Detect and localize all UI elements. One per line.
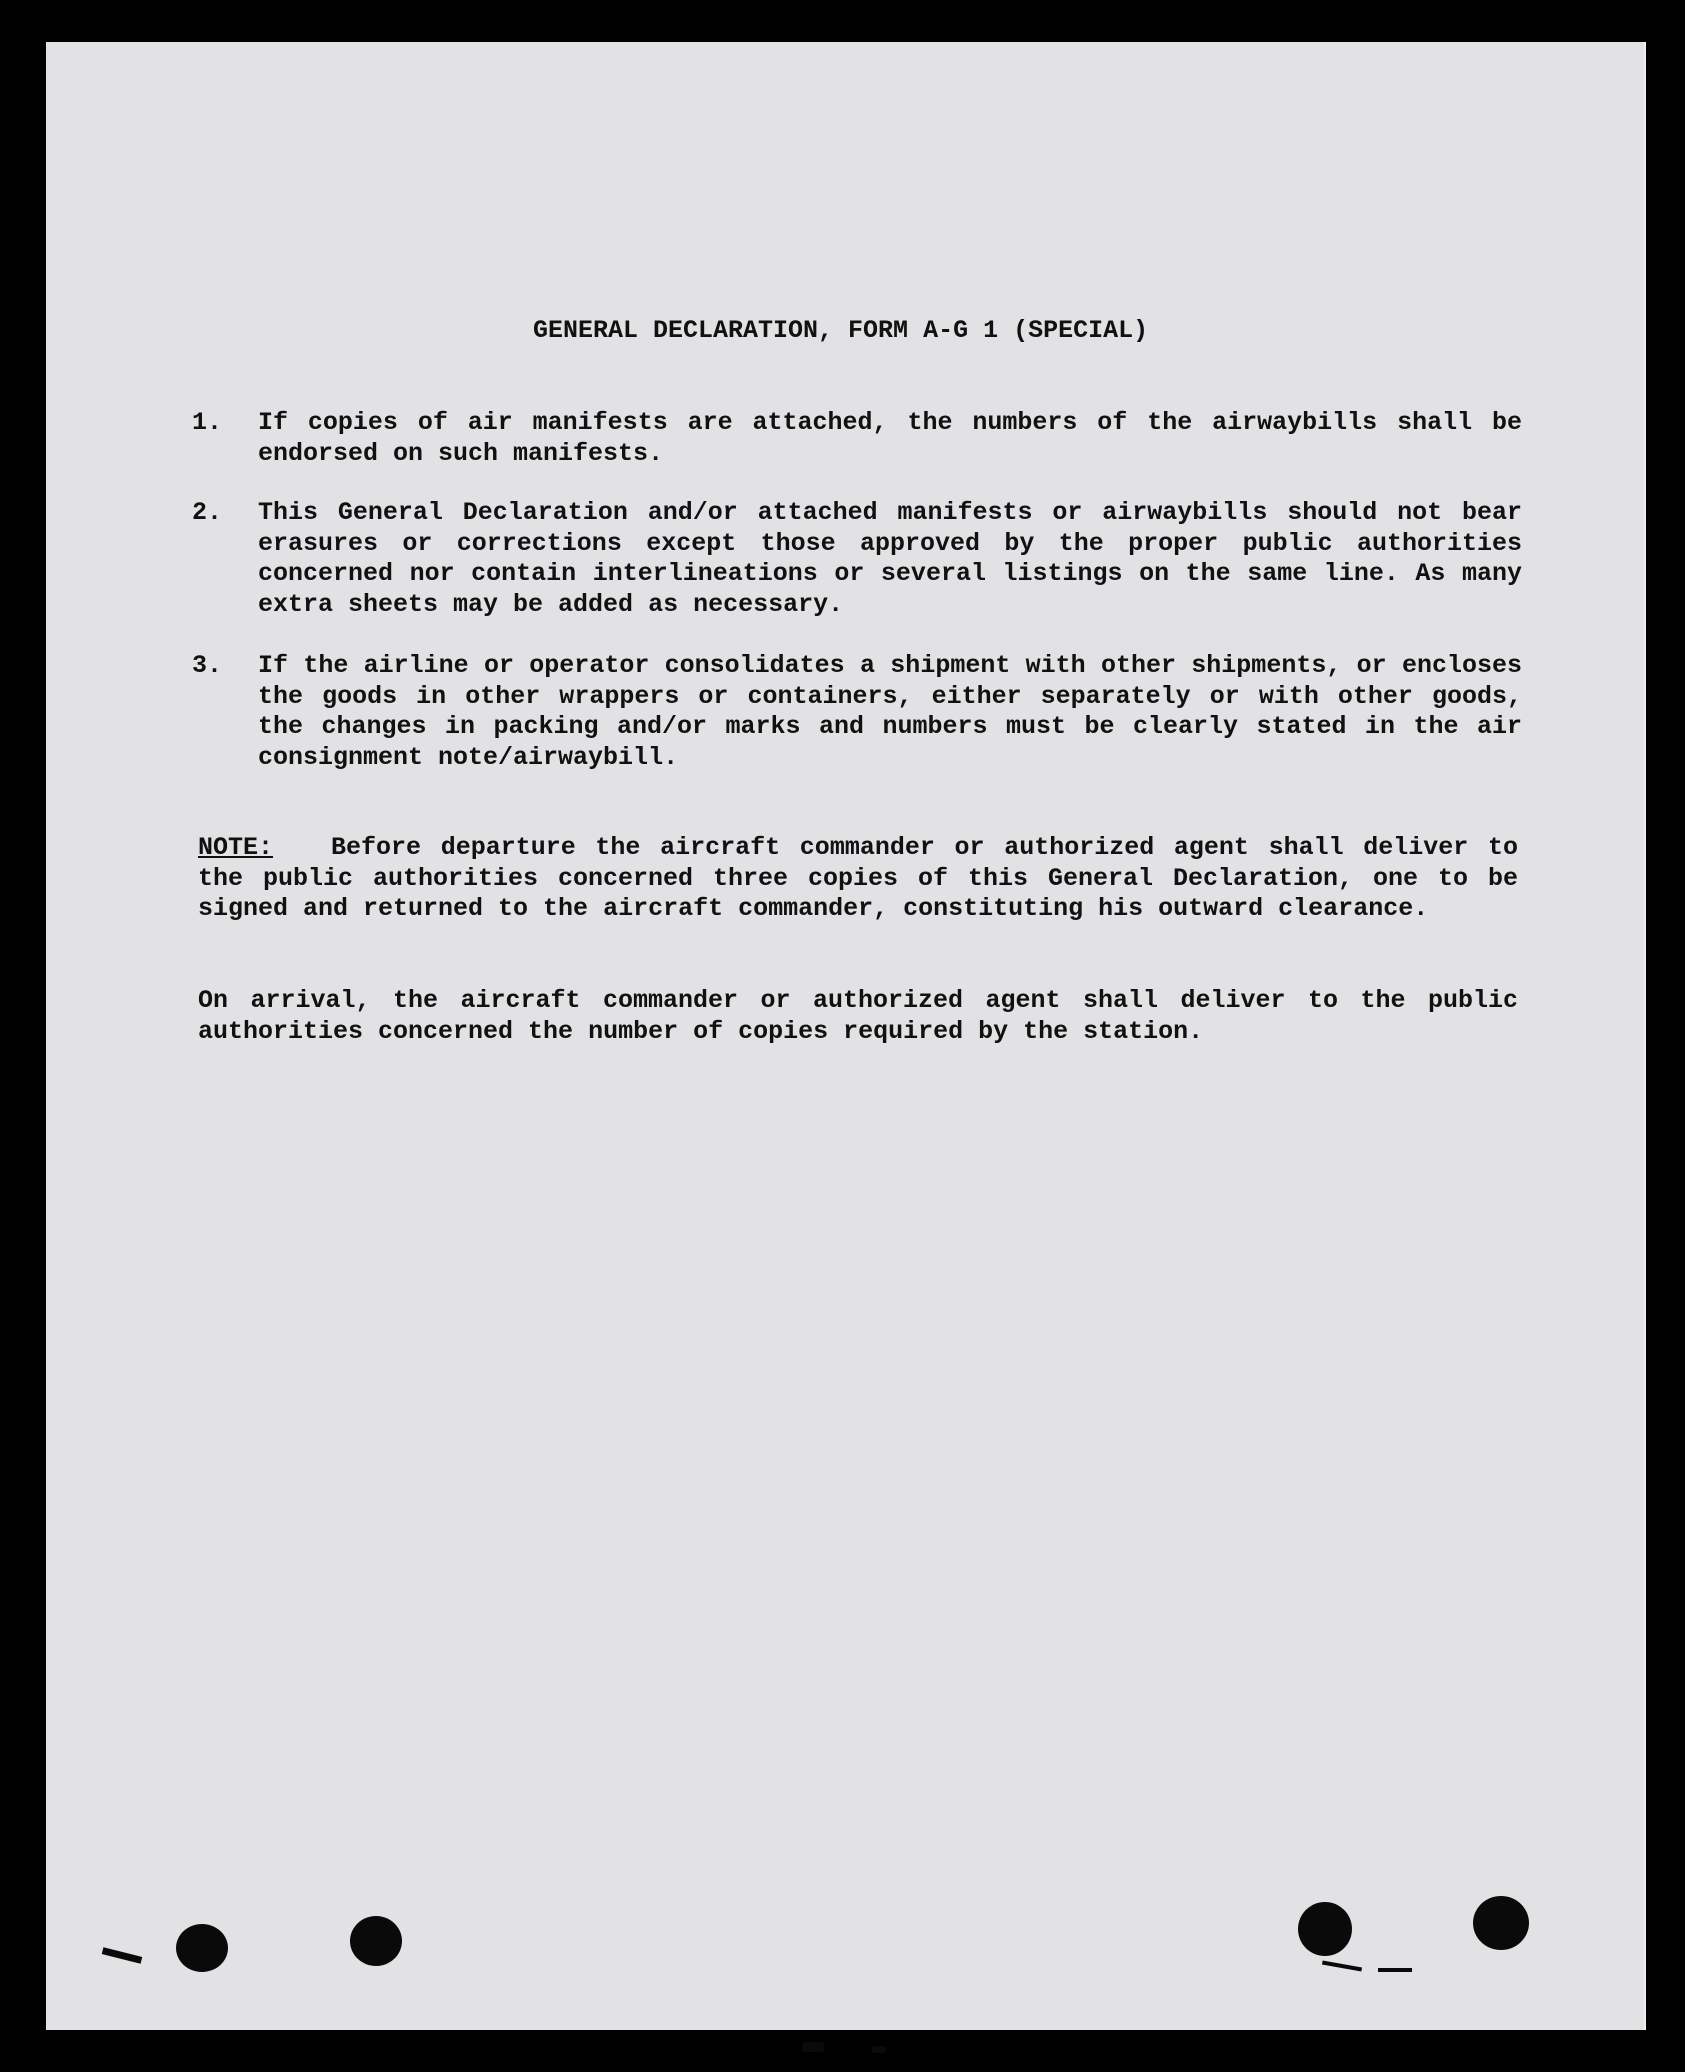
item-number: 3. [192, 651, 223, 680]
scan-mark [1378, 1968, 1412, 1972]
list-item [192, 408, 1522, 469]
item-text: If the airline or operator consolidates a shipment with other shipments, or encloses the goods in other wrappers or containers, either separately or with other goods, the changes in packing and/or marks and numbers must be clearly stated in the air consignment note/airwaybill. [258, 651, 1522, 772]
note-paragraph [198, 833, 1518, 925]
scan-mark [802, 2042, 824, 2052]
item-text: This General Declaration and/or attached manifests or airwaybills should not bear erasures or corrections except those approved by the proper public authorities concerned nor contain interlineations or several listings on the same line. As many extra sheets may be added as necessary. [258, 498, 1522, 619]
arrival-paragraph [198, 986, 1518, 1047]
document-title: GENERAL DECLARATION, FORM A-G 1 (SPECIAL) [533, 316, 1149, 345]
note-text: Before departure the aircraft commander or authorized agent shall deliver to the public authorities concerned three copies of this General Declaration, one to be signed and returned to the aircraft commander, constituting his outward clearance. [198, 833, 1518, 923]
punch-hole [350, 1916, 402, 1966]
punch-hole [1298, 1902, 1352, 1956]
arrival-text: On arrival, the aircraft commander or authorized agent shall deliver to the public authorities concerned the number of copies required by the station. [198, 986, 1518, 1046]
scan-mark [872, 2046, 886, 2053]
item-number: 2. [192, 498, 223, 527]
note-label: NOTE: [198, 833, 274, 862]
list-item [192, 498, 1522, 620]
punch-hole [1473, 1896, 1529, 1950]
list-item [192, 651, 1522, 773]
item-text: If copies of air manifests are attached, the numbers of the airwaybills shall be endorsed on such manifests. [258, 408, 1522, 468]
item-number: 1. [192, 408, 223, 437]
punch-hole [176, 1924, 228, 1972]
